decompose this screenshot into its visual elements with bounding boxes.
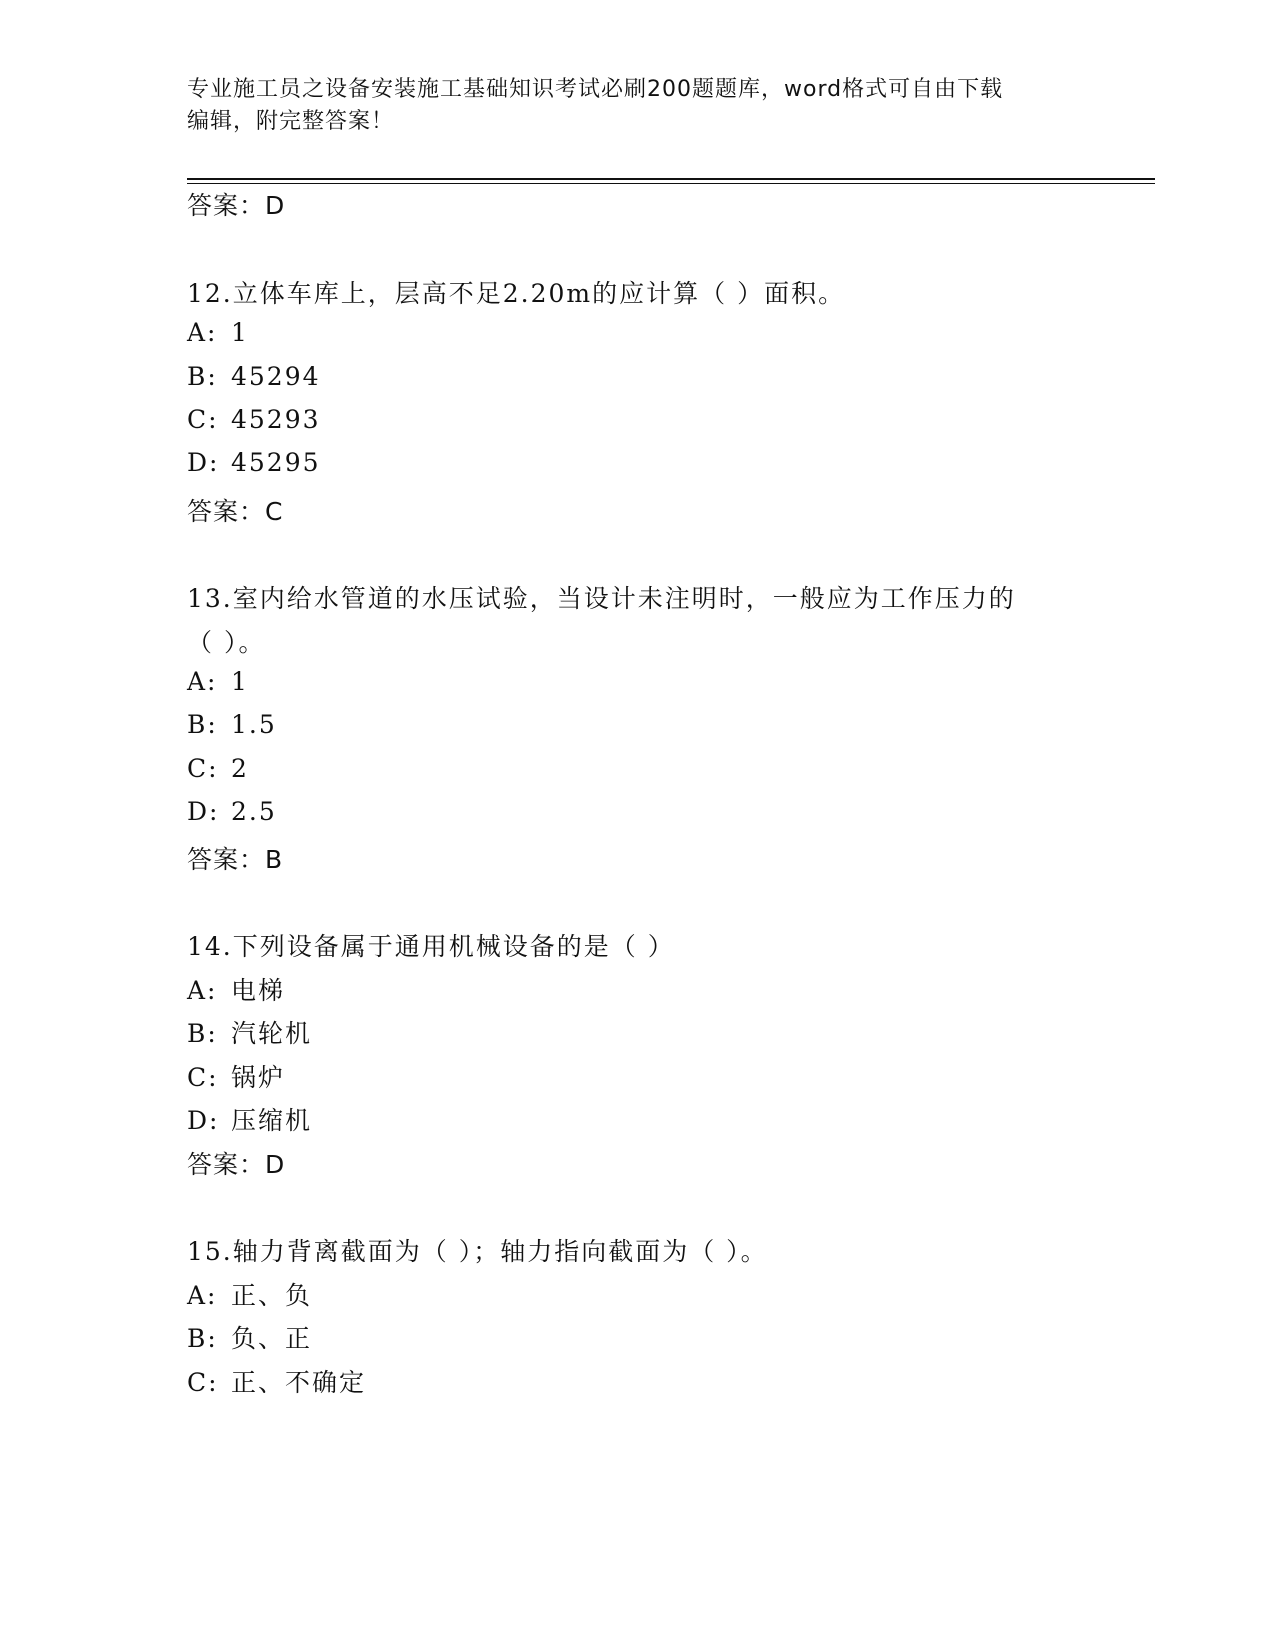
question-13-option-b	[187, 710, 277, 739]
question-12-option-c	[187, 405, 321, 434]
question-14-option-a	[187, 971, 285, 1007]
question-14-answer: 答案：D	[187, 1150, 286, 1179]
question-13-option-a	[187, 667, 249, 696]
header-rule-thick	[187, 178, 1155, 180]
header-line-1: 专业施工员之设备安装施工基础知识考试必刷200题题库，word格式可自由下载	[187, 77, 1004, 102]
question-12-stem: 12.立体车库上，层高不足2.20m的应计算（ ）面积。	[187, 279, 846, 308]
option-key: B:	[187, 362, 218, 391]
question-15-option-b	[187, 1319, 312, 1355]
option-key: D:	[187, 448, 220, 477]
question-13-stem-line-2: （ ）。	[187, 628, 266, 657]
option-text: 45294	[231, 362, 321, 391]
previous-answer: 答案：D	[187, 191, 286, 220]
question-12-answer: 答案：C	[187, 497, 284, 526]
question-14-option-c	[187, 1058, 285, 1094]
option-text: 45293	[231, 405, 321, 434]
option-key: C:	[187, 754, 219, 783]
question-12-option-d	[187, 448, 321, 477]
option-text: 1	[231, 667, 249, 696]
question-13-option-d	[187, 797, 277, 826]
option-text: 锅炉	[231, 1063, 286, 1092]
question-14-option-d	[187, 1101, 312, 1137]
option-text: 45295	[231, 448, 321, 477]
question-13-option-c	[187, 754, 249, 783]
question-12-option-b	[187, 362, 321, 391]
option-text: 压缩机	[231, 1106, 313, 1135]
question-15-option-a	[187, 1276, 312, 1312]
option-key: C:	[187, 405, 219, 434]
question-14-stem: 14.下列设备属于通用机械设备的是（ ）	[187, 932, 675, 961]
option-key: B:	[187, 1324, 218, 1353]
option-key: B:	[187, 710, 218, 739]
option-key: A:	[187, 1281, 218, 1310]
option-text: 电梯	[231, 976, 286, 1005]
option-text: 2	[231, 754, 249, 783]
question-12-option-a	[187, 318, 249, 347]
option-key: A:	[187, 667, 218, 696]
header-rule-thin	[187, 183, 1155, 184]
option-text: 正、不确定	[231, 1368, 367, 1397]
option-text: 2.5	[231, 797, 277, 826]
question-15-stem: 15.轴力背离截面为（ ）；轴力指向截面为（ ）。	[187, 1237, 768, 1266]
option-key: A:	[187, 976, 218, 1005]
option-key: D:	[187, 1106, 220, 1135]
header-line-2: 编辑，附完整答案！	[187, 109, 395, 134]
document-header	[187, 74, 1067, 138]
option-text: 负、正	[231, 1324, 313, 1353]
option-text: 正、负	[231, 1281, 313, 1310]
question-13-stem-line-1: 13.室内给水管道的水压试验，当设计未注明时，一般应为工作压力的	[187, 584, 1016, 613]
question-13-answer: 答案：B	[187, 845, 284, 874]
option-key: C:	[187, 1368, 219, 1397]
question-15-option-c	[187, 1363, 366, 1399]
option-key: B:	[187, 1019, 218, 1048]
option-text: 1	[231, 318, 249, 347]
option-text: 汽轮机	[231, 1019, 313, 1048]
option-text: 1.5	[231, 710, 277, 739]
option-key: A:	[187, 318, 218, 347]
option-key: C:	[187, 1063, 219, 1092]
question-14-option-b	[187, 1014, 312, 1050]
option-key: D:	[187, 797, 220, 826]
